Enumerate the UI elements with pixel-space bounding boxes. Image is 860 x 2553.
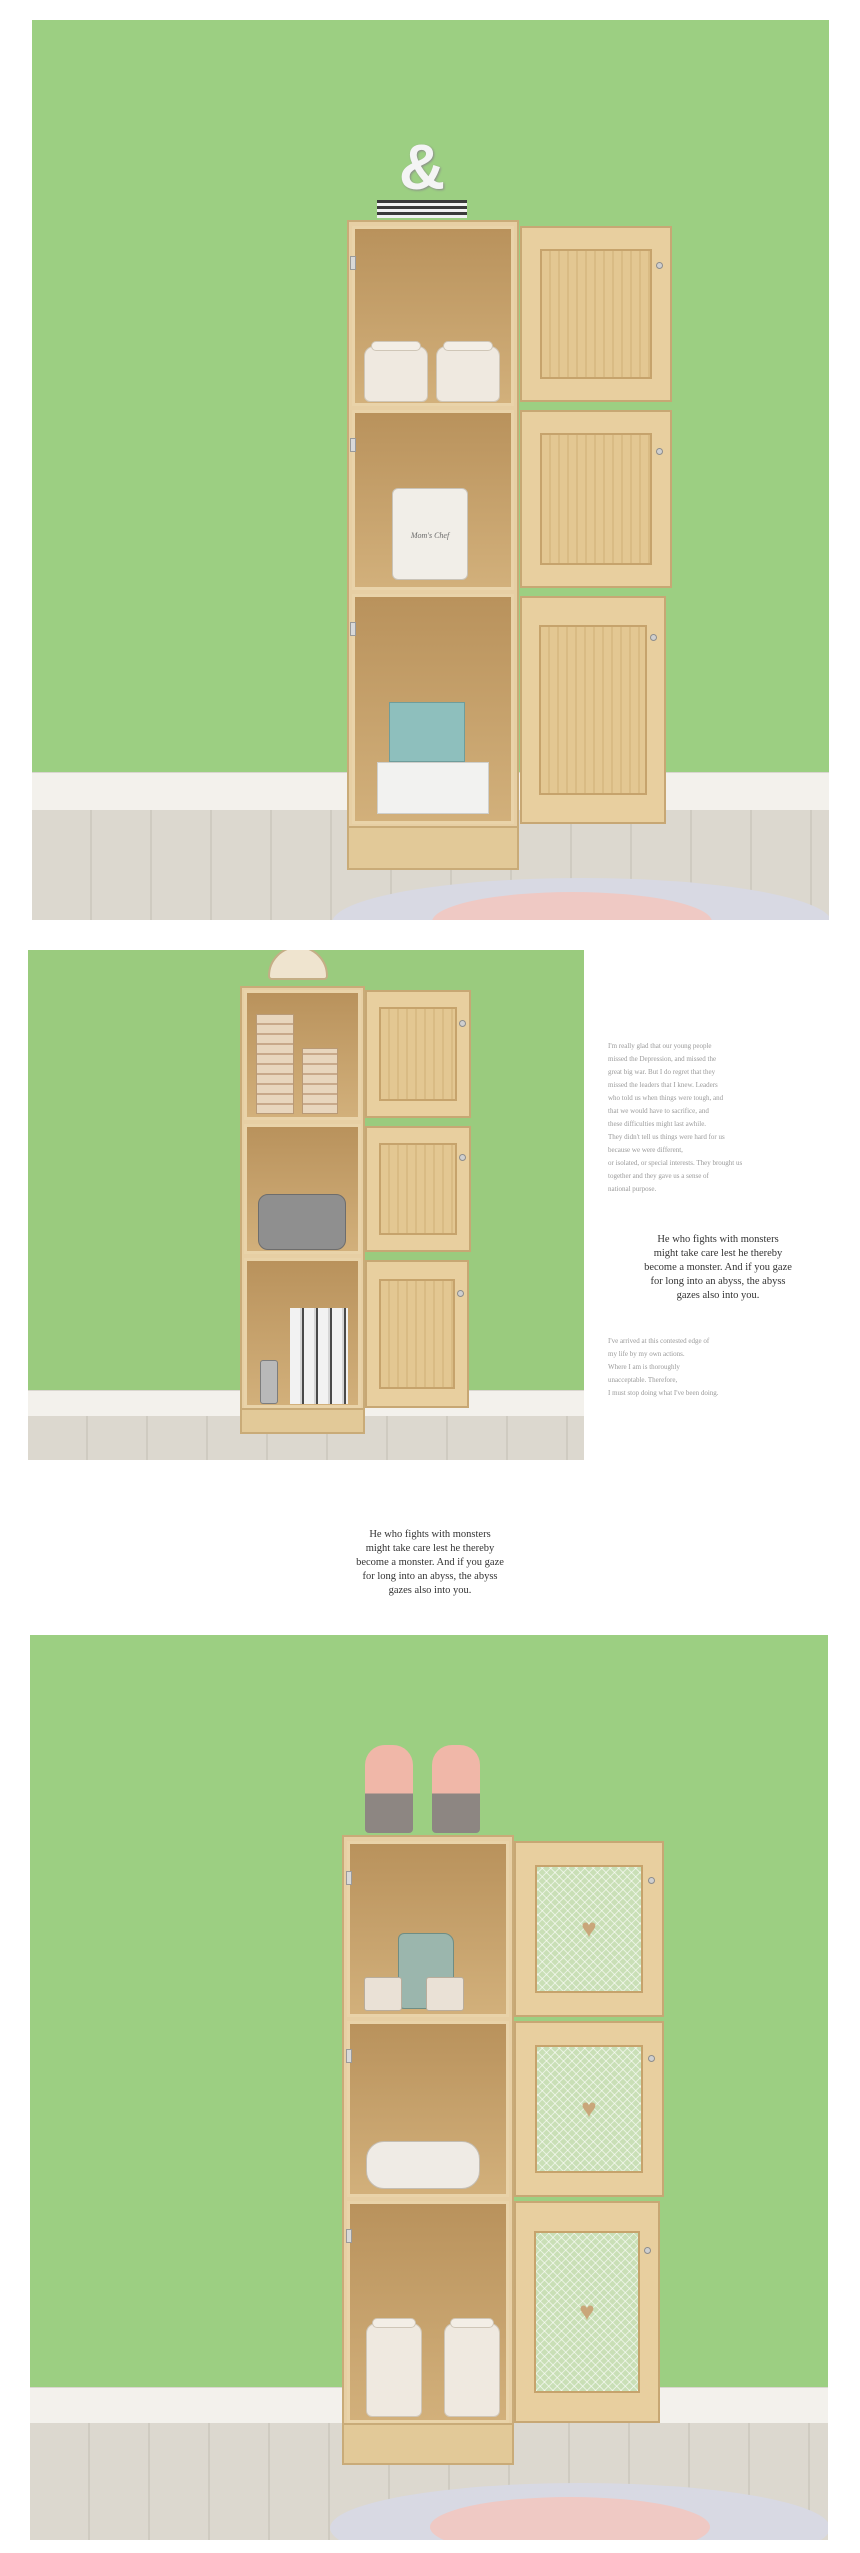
hinge	[346, 1871, 352, 1885]
door-knob	[459, 1154, 466, 1161]
clock-decor	[268, 950, 328, 980]
cabinet-door-bottom	[520, 596, 666, 824]
casserole-dish	[366, 2141, 480, 2189]
storage-jar	[366, 2323, 422, 2417]
intro-line: because we were different,	[608, 1146, 683, 1154]
door-knob	[648, 1877, 655, 1884]
mesh-door-top	[514, 1841, 664, 2017]
intro-line: together and they gave us a sense of	[608, 1172, 709, 1180]
hinge	[346, 2049, 352, 2063]
vase	[365, 1745, 413, 1833]
product-photo-3	[30, 1635, 828, 2540]
quote-line: He who fights with monsters	[369, 1529, 491, 1540]
quote-line: become a monster. And if you gaze	[356, 1557, 504, 1568]
mug	[364, 1977, 402, 2011]
storage-jar	[364, 346, 428, 402]
hinge	[350, 256, 356, 270]
heart-icon: ♥	[581, 1914, 597, 1943]
door-knob	[644, 2247, 651, 2254]
hinge	[346, 2229, 352, 2243]
storage-jar	[436, 346, 500, 402]
heart-icon: ♥	[579, 2297, 595, 2326]
mug	[426, 1977, 464, 2011]
ampersand-decor: &	[398, 131, 446, 203]
cabinet-plinth	[240, 1408, 365, 1434]
bread-canister	[392, 488, 468, 580]
books-row	[290, 1308, 348, 1404]
cabinet-door-bottom	[365, 1260, 469, 1408]
closing-line: unacceptable. Therefore,	[608, 1376, 678, 1384]
closing-line: Where I am is thoroughly	[608, 1363, 680, 1371]
intro-paragraph	[608, 1040, 818, 1196]
heart-icon: ♥	[581, 2094, 597, 2123]
door-knob	[656, 262, 663, 269]
hinge	[350, 622, 356, 636]
quote-line: gazes also into you.	[388, 1585, 472, 1596]
closing-paragraph	[608, 1335, 818, 1400]
quote-line: become a monster. And if you gaze	[644, 1262, 792, 1273]
quote-line: for long into an abyss, the abyss	[650, 1276, 786, 1287]
quote-line: He who fights with monsters	[657, 1234, 779, 1245]
cabinet-plinth	[342, 2423, 514, 2465]
door-knob	[459, 1020, 466, 1027]
door-knob	[457, 1290, 464, 1297]
mesh-door-middle	[514, 2021, 664, 2197]
door-knob	[648, 2055, 655, 2062]
cabinet-door-top	[520, 226, 672, 402]
closing-line: I must stop doing what I've been doing.	[608, 1389, 719, 1397]
product-photo-1	[32, 20, 829, 920]
quote-line: gazes also into you.	[676, 1290, 760, 1301]
cabinet-plinth	[347, 826, 519, 870]
quote-line: for long into an abyss, the abyss	[362, 1571, 498, 1582]
quote-line: might take care lest he thereby	[653, 1248, 783, 1259]
cabinet-door-middle	[520, 410, 672, 588]
cabinet-door-middle	[365, 1126, 471, 1252]
mesh-door-bottom	[514, 2201, 660, 2423]
intro-line: great big war. But I do regret that they	[608, 1068, 716, 1076]
intro-line: They didn't tell us things were hard for us	[608, 1133, 725, 1141]
canister-label: Mom's Chef	[410, 531, 450, 540]
intro-line: I'm really glad that our young people	[608, 1042, 712, 1050]
lantern-decor	[302, 1048, 338, 1114]
intro-line: missed the Depression, and missed the	[608, 1055, 717, 1063]
white-box	[377, 762, 489, 814]
door-knob	[656, 448, 663, 455]
intro-line: missed the leaders that I knew. Leaders	[608, 1081, 718, 1089]
tumbler	[260, 1360, 278, 1404]
hinge	[350, 438, 356, 452]
storage-jar	[444, 2323, 500, 2417]
cabinet-door-top	[365, 990, 471, 1118]
intro-line: these difficulties might last awhile.	[608, 1120, 707, 1128]
teal-box	[389, 702, 465, 762]
closing-line: my life by my own actions.	[608, 1350, 685, 1358]
vase	[432, 1745, 480, 1833]
intro-line: that we would have to sacrifice, and	[608, 1107, 709, 1115]
closing-line: I've arrived at this contested edge of	[608, 1337, 710, 1345]
intro-line: national purpose.	[608, 1185, 657, 1193]
center-quote	[330, 1528, 530, 1598]
door-knob	[650, 634, 657, 641]
side-quote	[618, 1233, 818, 1303]
intro-line: who told us when things were tough, and	[608, 1094, 724, 1102]
quote-line: might take care lest he thereby	[365, 1543, 495, 1554]
lantern-decor	[256, 1014, 294, 1114]
intro-line: or isolated, or special interests. They brought us	[608, 1159, 743, 1167]
gray-basket	[258, 1194, 346, 1250]
product-photo-2	[28, 950, 584, 1460]
